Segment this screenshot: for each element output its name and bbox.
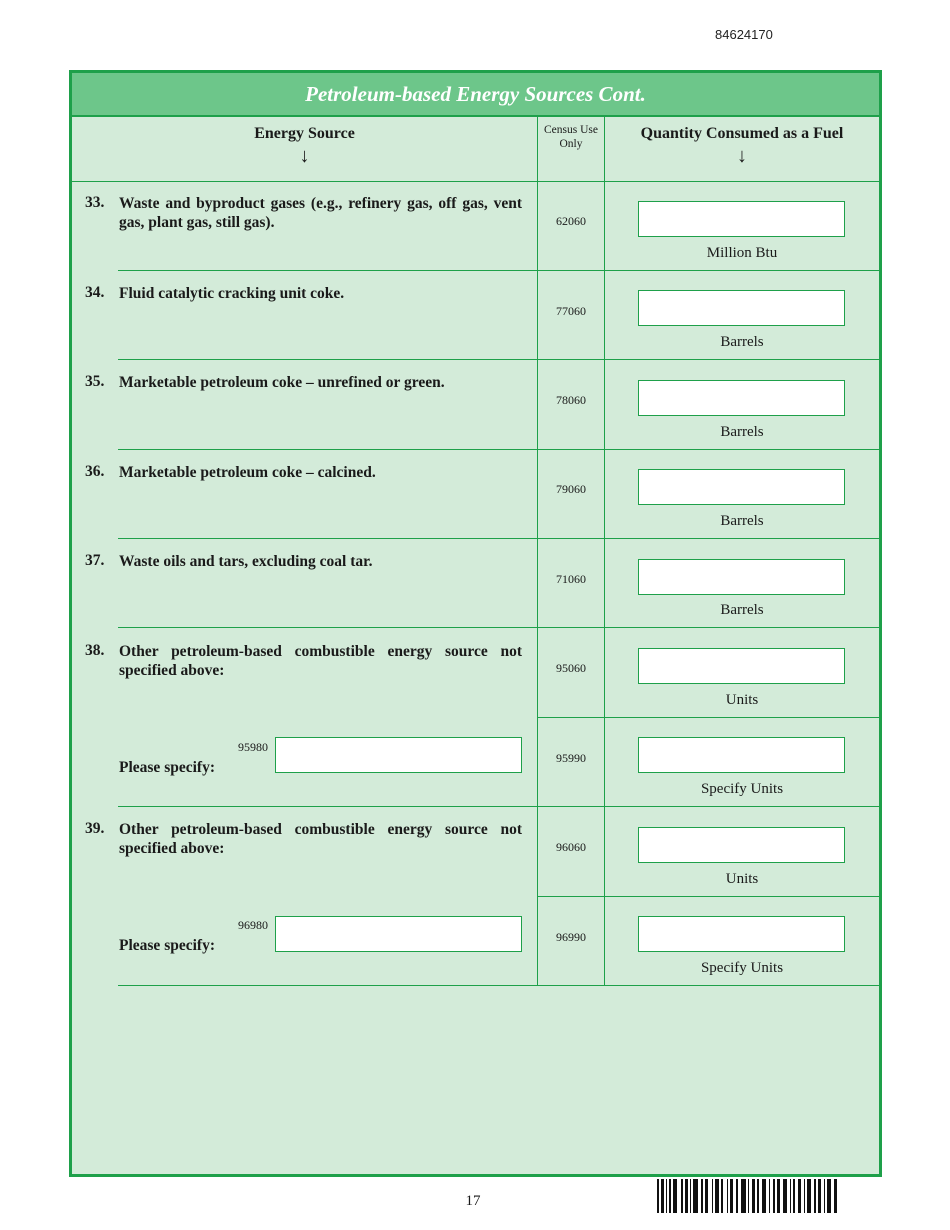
barcode-icon bbox=[657, 1179, 837, 1213]
quantity-input[interactable] bbox=[638, 201, 845, 237]
specify-source-input[interactable] bbox=[275, 916, 522, 952]
row-divider bbox=[538, 896, 879, 897]
quantity-input[interactable] bbox=[638, 380, 845, 416]
question-number: 37. bbox=[85, 552, 105, 569]
census-code: 78060 bbox=[556, 393, 586, 407]
down-arrow-icon: ↓ bbox=[299, 145, 310, 167]
form-id-number: 84624170 bbox=[715, 27, 773, 42]
quantity-input[interactable] bbox=[638, 827, 845, 863]
question-text: Marketable petroleum coke – unrefined or green. bbox=[119, 374, 445, 391]
unit-label: Specify Units bbox=[700, 781, 784, 797]
census-code: 96060 bbox=[556, 840, 586, 854]
petroleum-energy-panel bbox=[69, 70, 882, 1177]
specify-units-input[interactable] bbox=[638, 737, 845, 773]
census-code: 62060 bbox=[556, 214, 586, 228]
specify-units-input[interactable] bbox=[638, 916, 845, 952]
question-text: Other petroleum-based combustible energy source not specified above: bbox=[119, 643, 522, 679]
census-code: 79060 bbox=[556, 482, 586, 496]
row-divider bbox=[72, 181, 879, 182]
question-text: Waste oils and tars, excluding coal tar. bbox=[119, 553, 373, 570]
specify-label: Please specify: bbox=[119, 759, 215, 776]
row-divider bbox=[118, 449, 879, 450]
header-census-use-only: Census Use Only bbox=[544, 124, 598, 150]
row-divider bbox=[118, 985, 879, 986]
unit-label: Million Btu bbox=[706, 245, 778, 261]
question-number: 38. bbox=[85, 642, 105, 659]
question-number: 39. bbox=[85, 820, 105, 837]
unit-label: Barrels bbox=[720, 513, 764, 529]
unit-label: Specify Units bbox=[700, 960, 784, 976]
specify-label: Please specify: bbox=[119, 937, 215, 954]
quantity-input[interactable] bbox=[638, 559, 845, 595]
row-divider bbox=[118, 270, 879, 271]
census-code: 77060 bbox=[556, 304, 586, 318]
census-code: 96990 bbox=[556, 930, 586, 944]
question-text: Marketable petroleum coke – calcined. bbox=[119, 464, 376, 481]
quantity-input[interactable] bbox=[638, 648, 845, 684]
header-quantity-consumed: Quantity Consumed as a Fuel ↓ bbox=[605, 125, 879, 168]
question-number: 33. bbox=[85, 194, 105, 211]
question-text: Other petroleum-based combustible energy source not specified above: bbox=[119, 821, 522, 857]
page-number: 17 bbox=[465, 1193, 481, 1209]
unit-label: Units bbox=[725, 692, 759, 708]
quantity-input[interactable] bbox=[638, 290, 845, 326]
header-energy-source: Energy Source ↓ bbox=[72, 125, 537, 168]
specify-code: 95980 bbox=[238, 740, 268, 754]
unit-label: Barrels bbox=[720, 424, 764, 440]
unit-label: Barrels bbox=[720, 334, 764, 350]
census-code: 95990 bbox=[556, 751, 586, 765]
row-divider bbox=[118, 538, 879, 539]
census-code: 71060 bbox=[556, 572, 586, 586]
question-number: 34. bbox=[85, 284, 105, 301]
row-divider bbox=[118, 627, 879, 628]
row-divider bbox=[118, 806, 879, 807]
specify-source-input[interactable] bbox=[275, 737, 522, 773]
specify-code: 96980 bbox=[238, 918, 268, 932]
unit-label: Barrels bbox=[720, 602, 764, 618]
question-text: Fluid catalytic cracking unit coke. bbox=[119, 285, 345, 302]
row-divider bbox=[538, 717, 879, 718]
panel-title: Petroleum-based Energy Sources Cont. bbox=[72, 73, 879, 117]
unit-label: Units bbox=[725, 871, 759, 887]
question-number: 36. bbox=[85, 463, 105, 480]
down-arrow-icon: ↓ bbox=[737, 145, 747, 167]
question-text: Waste and byproduct gases (e.g., refinery gas, off gas, vent gas, plant gas, still gas). bbox=[119, 195, 522, 231]
row-divider bbox=[118, 359, 879, 360]
census-code: 95060 bbox=[556, 661, 586, 675]
quantity-input[interactable] bbox=[638, 469, 845, 505]
question-number: 35. bbox=[85, 373, 105, 390]
